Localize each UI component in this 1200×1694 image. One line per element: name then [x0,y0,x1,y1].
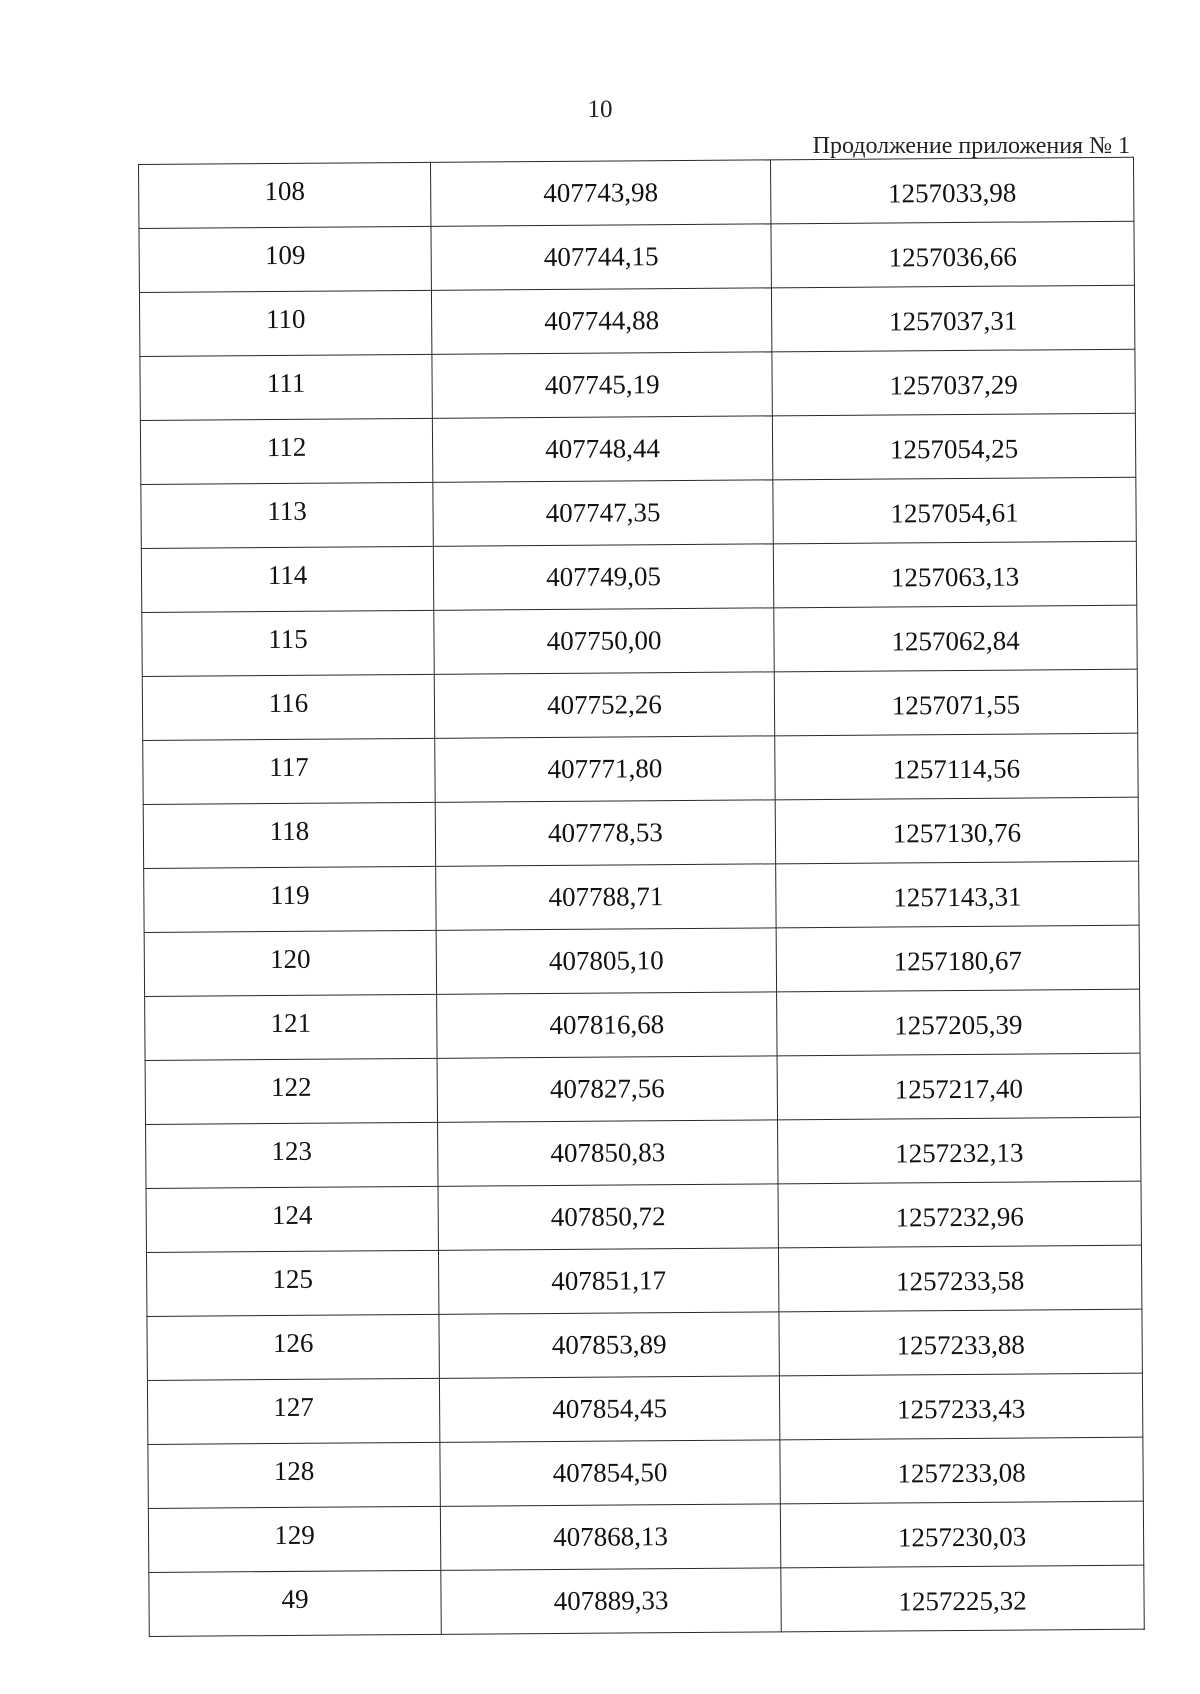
point-number-cell: 122 [145,1058,437,1124]
x-coordinate-cell: 407750,00 [434,608,774,674]
point-number-cell: 126 [147,1314,439,1380]
point-number-cell: 108 [139,162,431,228]
point-number-cell: 116 [142,674,434,740]
table-row [146,1117,1141,1188]
y-coordinate-cell: 1257063,13 [773,541,1136,608]
point-number-cell: 123 [146,1122,438,1188]
point-number-cell: 113 [141,482,433,548]
x-coordinate-cell: 407827,56 [437,1056,777,1122]
y-coordinate-cell: 1257233,43 [779,1373,1142,1440]
y-coordinate-cell: 1257033,98 [770,157,1133,224]
x-coordinate-cell: 407744,88 [431,288,771,354]
x-coordinate-cell: 407752,26 [434,672,774,738]
y-coordinate-cell: 1257114,56 [775,733,1138,800]
table-row [144,925,1139,996]
point-number-cell: 110 [139,290,431,356]
y-coordinate-cell: 1257232,96 [778,1181,1141,1248]
table-row [139,221,1134,292]
x-coordinate-cell: 407850,83 [438,1120,778,1186]
y-coordinate-cell: 1257037,31 [771,285,1134,352]
table-row [144,861,1139,932]
x-coordinate-cell: 407853,89 [439,1312,779,1378]
point-number-cell: 118 [143,802,435,868]
point-number-cell: 117 [143,738,435,804]
x-coordinate-cell: 407816,68 [437,992,777,1058]
x-coordinate-cell: 407854,45 [439,1376,779,1442]
point-number-cell: 115 [142,610,434,676]
x-coordinate-cell: 407850,72 [438,1184,778,1250]
table-row [148,1501,1143,1572]
x-coordinate-cell: 407868,13 [440,1504,780,1570]
point-number-cell: 125 [146,1250,438,1316]
y-coordinate-cell: 1257205,39 [777,989,1140,1056]
y-coordinate-cell: 1257225,32 [781,1565,1144,1632]
x-coordinate-cell: 407851,17 [438,1248,778,1314]
y-coordinate-cell: 1257062,84 [774,605,1137,672]
point-number-cell: 49 [149,1570,441,1636]
coordinates-table-body [139,157,1145,1636]
table-row [142,605,1137,676]
appendix-continuation-note: Продолжение приложения № 1 [812,133,1130,159]
y-coordinate-cell: 1257233,58 [778,1245,1141,1312]
point-number-cell: 121 [145,994,437,1060]
x-coordinate-cell: 407771,80 [435,736,775,802]
y-coordinate-cell: 1257232,13 [778,1117,1141,1184]
x-coordinate-cell: 407747,35 [433,480,773,546]
table-row [143,733,1138,804]
x-coordinate-cell: 407778,53 [435,800,775,866]
point-number-cell: 129 [148,1506,440,1572]
table-row [142,669,1137,740]
x-coordinate-cell: 407749,05 [433,544,773,610]
point-number-cell: 119 [144,866,436,932]
x-coordinate-cell: 407854,50 [440,1440,780,1506]
point-number-cell: 109 [139,226,431,292]
point-number-cell: 120 [144,930,436,996]
x-coordinate-cell: 407805,10 [436,928,776,994]
point-number-cell: 114 [141,546,433,612]
y-coordinate-cell: 1257054,61 [773,477,1136,544]
y-coordinate-cell: 1257037,29 [772,349,1135,416]
x-coordinate-cell: 407788,71 [436,864,776,930]
table-row [145,1053,1140,1124]
y-coordinate-cell: 1257180,67 [776,925,1139,992]
page-number: 10 [587,96,613,123]
table-row [141,477,1136,548]
table-row [140,413,1135,484]
table-row [139,157,1134,228]
y-coordinate-cell: 1257233,08 [780,1437,1143,1504]
table-row [143,797,1138,868]
y-coordinate-cell: 1257217,40 [777,1053,1140,1120]
x-coordinate-cell: 407748,44 [432,416,772,482]
y-coordinate-cell: 1257036,66 [771,221,1134,288]
x-coordinate-cell: 407889,33 [441,1568,781,1634]
point-number-cell: 127 [147,1378,439,1444]
point-number-cell: 128 [148,1442,440,1508]
x-coordinate-cell: 407744,15 [431,224,771,290]
table-row [147,1373,1142,1444]
table-row [147,1309,1142,1380]
point-number-cell: 124 [146,1186,438,1252]
table-row [148,1437,1143,1508]
y-coordinate-cell: 1257054,25 [772,413,1135,480]
table-row [146,1181,1141,1252]
coordinates-table [138,157,1145,1637]
table-row [140,349,1135,420]
x-coordinate-cell: 407745,19 [432,352,772,418]
y-coordinate-cell: 1257130,76 [775,797,1138,864]
point-number-cell: 111 [140,354,432,420]
table-row [139,285,1134,356]
table-row [145,989,1140,1060]
point-number-cell: 112 [140,418,432,484]
y-coordinate-cell: 1257143,31 [776,861,1139,928]
table-row [141,541,1136,612]
y-coordinate-cell: 1257233,88 [779,1309,1142,1376]
y-coordinate-cell: 1257071,55 [774,669,1137,736]
table-row [149,1565,1144,1636]
x-coordinate-cell: 407743,98 [430,160,770,226]
y-coordinate-cell: 1257230,03 [780,1501,1143,1568]
table-row [146,1245,1141,1316]
